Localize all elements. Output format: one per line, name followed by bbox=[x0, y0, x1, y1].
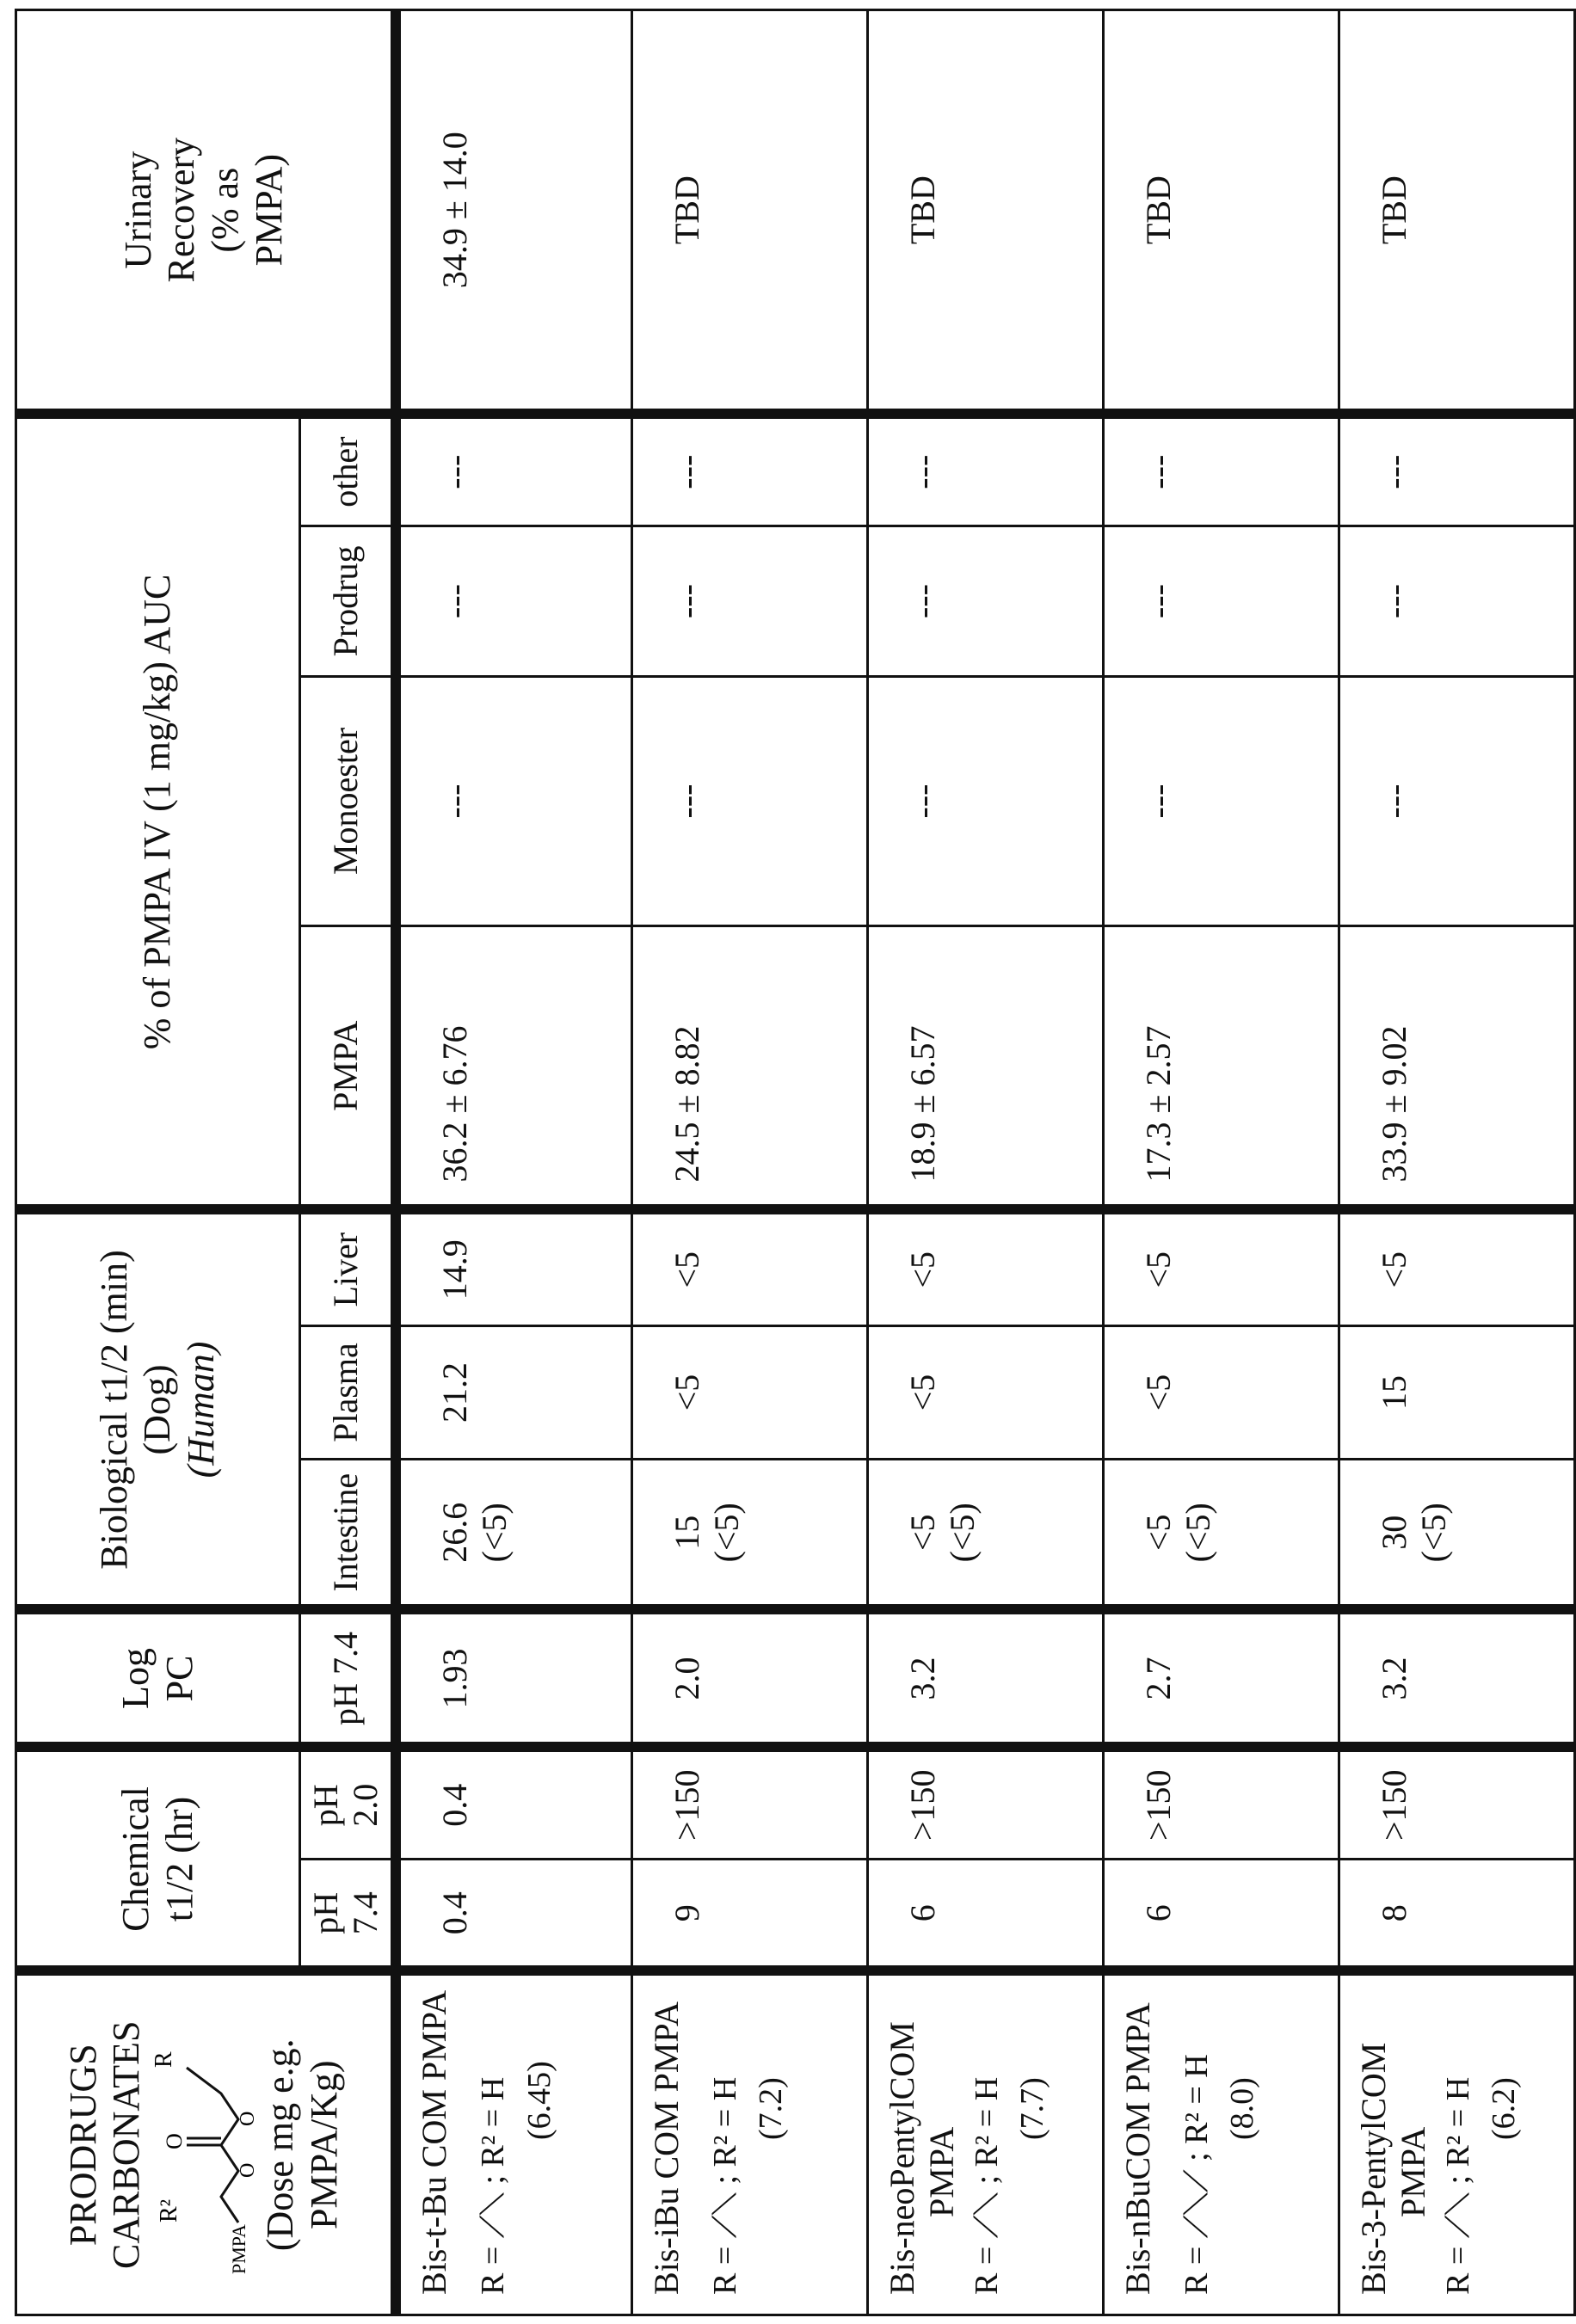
prodrug-r-group: R = ⟋⟍ ; R² = H bbox=[475, 2076, 511, 2295]
plasma-cell: 21.2 bbox=[396, 1325, 631, 1459]
subheader-monoester: Monoester bbox=[300, 676, 397, 925]
intestine-cell bbox=[396, 1459, 631, 1609]
prodrug-name: Bis-t-Bu COM PMPA bbox=[415, 1989, 453, 2295]
subheader-pmpa: PMPA bbox=[300, 925, 397, 1209]
biological-header-line1: Biological t1/2 (min) bbox=[92, 1250, 135, 1570]
intestine-human-value: (<5) bbox=[475, 1503, 514, 1563]
rotated-table-container bbox=[15, 11, 1563, 2316]
subheader-liver: Liver bbox=[300, 1209, 397, 1325]
biological-header-line2: (Dog) bbox=[136, 1364, 179, 1455]
intestine-human-value: (<5) bbox=[1178, 1503, 1217, 1563]
biological-header-line3: (Human) bbox=[179, 1341, 222, 1479]
subheader-prodrug: Prodrug bbox=[300, 526, 397, 676]
intestine-dog-value: <5 bbox=[1138, 1514, 1178, 1552]
pmpa-auc-cell: 36.2 ± 6.76 bbox=[396, 925, 631, 1209]
dose-header-line1: (Dose mg e.g. bbox=[259, 2038, 301, 2252]
chem-ph20-cell: >150 bbox=[867, 1747, 1103, 1859]
prodrug-cell bbox=[1103, 1971, 1339, 2315]
biological-header bbox=[16, 1209, 300, 1609]
plasma-cell: 15 bbox=[1339, 1325, 1574, 1459]
urinary-cell: TBD bbox=[631, 9, 867, 414]
monoester-cell: --- bbox=[631, 676, 867, 925]
prodrugs-header-line1: PRODRUGS bbox=[61, 2044, 104, 2247]
subheader-plasma: Plasma bbox=[300, 1325, 397, 1459]
other-cell: --- bbox=[631, 414, 867, 526]
struct-r-label: R bbox=[151, 2051, 177, 2068]
subheader-chem-ph74: pH 7.4 bbox=[300, 1860, 397, 1971]
chem-ph74-cell: 8 bbox=[1339, 1860, 1574, 1971]
prodrug-auc-cell: --- bbox=[867, 526, 1103, 676]
monoester-cell: --- bbox=[867, 676, 1103, 925]
intestine-human-value: (<5) bbox=[706, 1503, 746, 1563]
logpc-cell: 2.0 bbox=[631, 1609, 867, 1747]
prodrug-dose: (6.45) bbox=[520, 2061, 557, 2140]
chem-ph20-cell: 0.4 bbox=[396, 1747, 631, 1859]
urinary-cell: TBD bbox=[1339, 9, 1574, 414]
prodrug-auc-cell: --- bbox=[1103, 526, 1339, 676]
urinary-header-line4: PMPA) bbox=[247, 153, 290, 267]
auc-header: % of PMPA IV (1 mg/kg) AUC bbox=[16, 414, 300, 1209]
prodrug-name-line2: PMPA bbox=[921, 2126, 961, 2217]
table-row bbox=[396, 9, 631, 2315]
prodrug-name: Bis-nBuCOM PMPA bbox=[1117, 2002, 1157, 2295]
urinary-header-line2: Recovery bbox=[160, 137, 203, 283]
prodrug-cell bbox=[396, 1971, 631, 2315]
pmpa-auc-cell: 18.9 ± 6.57 bbox=[867, 925, 1103, 1209]
urinary-header-line1: Urinary bbox=[116, 151, 159, 269]
chem-ph20-cell: >150 bbox=[1103, 1747, 1339, 1859]
chem-ph74-cell: 6 bbox=[867, 1860, 1103, 1971]
urinary-header-line3: (% as bbox=[204, 167, 246, 253]
prodrug-cell bbox=[1339, 1971, 1574, 2315]
chem-ph74-cell: 0.4 bbox=[396, 1860, 631, 1971]
urinary-cell: TBD bbox=[1103, 9, 1339, 414]
intestine-dog-value: <5 bbox=[902, 1514, 942, 1552]
subheader-intestine: Intestine bbox=[300, 1459, 397, 1609]
plasma-cell: <5 bbox=[867, 1325, 1103, 1459]
table-row bbox=[867, 9, 1103, 2315]
urinary-header bbox=[16, 9, 397, 414]
other-cell: --- bbox=[1103, 414, 1339, 526]
liver-cell: <5 bbox=[631, 1209, 867, 1325]
other-cell: --- bbox=[867, 414, 1103, 526]
intestine-cell bbox=[867, 1459, 1103, 1609]
other-cell: --- bbox=[396, 414, 631, 526]
prodrug-auc-cell: --- bbox=[1339, 526, 1574, 676]
monoester-cell: --- bbox=[396, 676, 631, 925]
svg-text:O: O bbox=[162, 2132, 187, 2149]
prodrug-dose: (8.0) bbox=[1224, 2077, 1261, 2140]
struct-pmpa-label: PMPA bbox=[228, 2223, 249, 2274]
svg-text:O: O bbox=[237, 2111, 259, 2126]
urinary-cell: TBD bbox=[867, 9, 1103, 414]
monoester-cell: --- bbox=[1339, 676, 1574, 925]
intestine-cell bbox=[1103, 1459, 1339, 1609]
intestine-dog-value: 15 bbox=[667, 1515, 706, 1550]
prodrug-cell bbox=[631, 1971, 867, 2315]
subheader-chem-ph20: pH 2.0 bbox=[300, 1747, 397, 1859]
pmpa-auc-cell: 33.9 ± 9.02 bbox=[1339, 925, 1574, 1209]
pmpa-auc-cell: 17.3 ± 2.57 bbox=[1103, 925, 1339, 1209]
prodrug-auc-cell: --- bbox=[396, 526, 631, 676]
logpc-header: Log PC bbox=[16, 1609, 300, 1747]
plasma-cell: <5 bbox=[631, 1325, 867, 1459]
liver-cell: 14.9 bbox=[396, 1209, 631, 1325]
logpc-cell: 2.7 bbox=[1103, 1609, 1339, 1747]
prodrug-name: Bis-3-PentylCOM bbox=[1353, 2042, 1393, 2295]
intestine-cell bbox=[631, 1459, 867, 1609]
table-row bbox=[1339, 9, 1574, 2315]
liver-cell: <5 bbox=[867, 1209, 1103, 1325]
urinary-cell: 34.9 ± 14.0 bbox=[396, 9, 631, 414]
chemical-header bbox=[16, 1747, 300, 1970]
chem-ph20-cell: >150 bbox=[1339, 1747, 1574, 1859]
prodrug-dose: (7.2) bbox=[753, 2077, 790, 2140]
pmpa-auc-cell: 24.5 ± 8.82 bbox=[631, 925, 867, 1209]
prodrug-dose: (6.2) bbox=[1486, 2077, 1523, 2140]
prodrug-name: Bis-neoPentylCOM bbox=[882, 2021, 921, 2295]
logpc-cell: 3.2 bbox=[867, 1609, 1103, 1747]
intestine-human-value: (<5) bbox=[1413, 1503, 1453, 1563]
svg-text:O: O bbox=[237, 2162, 259, 2178]
chem-ph74-cell: 9 bbox=[631, 1860, 867, 1971]
dose-header-line2: PMPA/Kg) bbox=[302, 2060, 345, 2229]
prodrug-cell bbox=[867, 1971, 1103, 2315]
subheader-other: other bbox=[300, 414, 397, 526]
prodrug-r-group: R = ⟋⟍⟋ ; R² = H bbox=[1178, 2054, 1215, 2295]
liver-cell: <5 bbox=[1103, 1209, 1339, 1325]
table-row bbox=[631, 9, 867, 2315]
chemical-header-line1: Chemical bbox=[114, 1786, 157, 1932]
prodrugs-header bbox=[16, 1971, 397, 2315]
prodrugs-header-line2: CARBONATES bbox=[105, 2020, 148, 2269]
plasma-cell: <5 bbox=[1103, 1325, 1339, 1459]
intestine-human-value: (<5) bbox=[942, 1503, 982, 1563]
carbonate-structure-icon bbox=[151, 2016, 259, 2274]
chem-ph20-cell: >150 bbox=[631, 1747, 867, 1859]
prodrug-data-table bbox=[15, 9, 1576, 2316]
chem-ph74-cell: 6 bbox=[1103, 1860, 1339, 1971]
table-row bbox=[1103, 9, 1339, 2315]
monoester-cell: --- bbox=[1103, 676, 1339, 925]
intestine-dog-value: 26.6 bbox=[435, 1502, 474, 1563]
prodrug-name: Bis-iBu COM PMPA bbox=[646, 2001, 686, 2295]
prodrug-r-group: R = ⟋⟍ ; R² = H bbox=[706, 2076, 743, 2295]
prodrug-dose: (7.7) bbox=[1014, 2077, 1051, 2140]
liver-cell: <5 bbox=[1339, 1209, 1574, 1325]
struct-r2-label: R² bbox=[156, 2198, 182, 2223]
logpc-cell: 3.2 bbox=[1339, 1609, 1574, 1747]
prodrug-r-group: R = ⟋⟍ ; R² = H bbox=[968, 2076, 1005, 2295]
chemical-header-line2: t1/2 (hr) bbox=[157, 1796, 200, 1922]
intestine-cell bbox=[1339, 1459, 1574, 1609]
subheader-logpc-ph74: pH 7.4 bbox=[300, 1609, 397, 1747]
prodrug-r-group: R = ⟋⟍ ; R² = H bbox=[1439, 2076, 1476, 2295]
logpc-cell: 1.93 bbox=[396, 1609, 631, 1747]
other-cell: --- bbox=[1339, 414, 1574, 526]
prodrug-auc-cell: --- bbox=[631, 526, 867, 676]
intestine-dog-value: 30 bbox=[1374, 1515, 1413, 1550]
prodrug-name-line2: PMPA bbox=[1393, 2126, 1432, 2217]
